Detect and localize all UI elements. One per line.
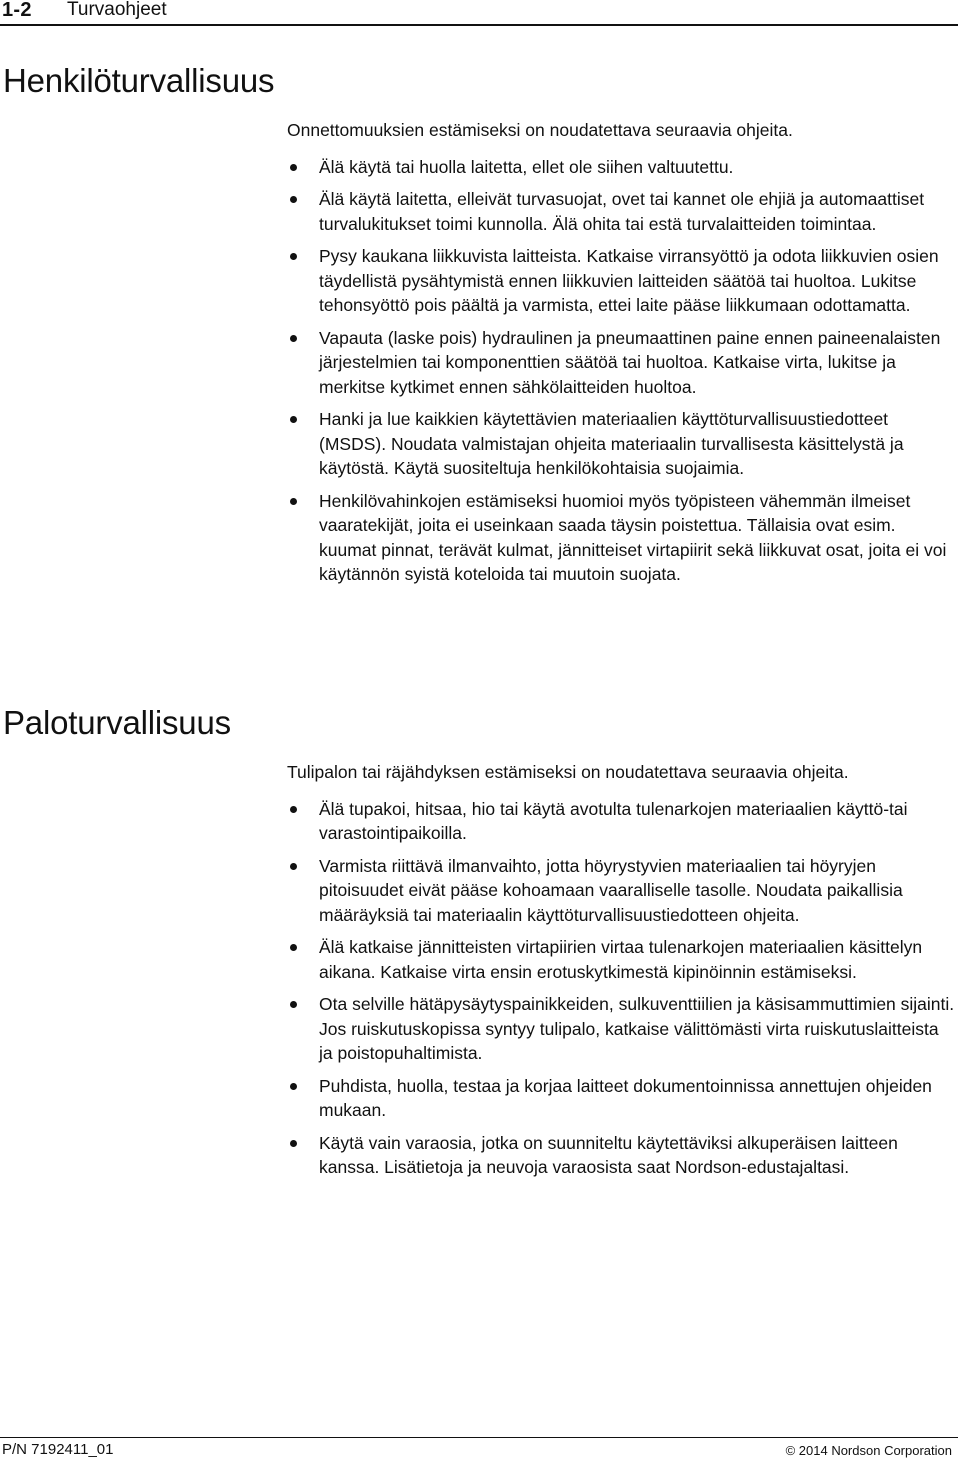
list-item: [287, 155, 955, 180]
personal-safety-list: [287, 155, 955, 587]
list-item-text: Älä käytä tai huolla laitetta, ellet ole siihen valtuutettu.: [319, 156, 734, 177]
list-item: [287, 407, 955, 481]
list-item-text: Älä käytä laitetta, elleivät turvasuojat, ovet tai kannet ole ehjiä ja automaattiset turvalukitukset toimi kunnolla. Älä ohita tai estä turvalaitteiden toimintaa.: [319, 189, 925, 234]
bullet-icon: [290, 416, 297, 423]
copyright: © 2014 Nordson Corporation: [785, 1443, 952, 1458]
section-intro: Onnettomuuksien estämiseksi on noudatettava seuraavia ohjeita.: [287, 120, 793, 140]
list-item: [287, 187, 955, 236]
section-intro: Tulipalon tai räjähdyksen estämiseksi on noudatettava seuraavia ohjeita.: [287, 762, 849, 782]
footer-rule: [0, 1437, 958, 1438]
page-footer: [0, 1437, 960, 1461]
list-item-text: Vapauta (laske pois) hydraulinen ja pneumaattinen paine ennen paineenalaisten järjestelmien tai komponenttien säätöä tai huoltoa. Katkaise virta, lukitse ja merkitse kytkimet ennen sähkölaitteiden huoltoa.: [319, 327, 941, 397]
list-item-text: Ota selville hätäpysäytyspainikkeiden, sulkuventtiilien ja käsisammuttimien sijainti. Jos ruiskutuskopissa syntyy tulipalo, katkaise välittömästi virta ruiskutuslaitteista ja poistopuhaltimista.: [319, 994, 955, 1063]
bullet-icon: [290, 863, 297, 870]
list-item: [287, 1131, 955, 1180]
list-item: [287, 489, 955, 587]
bullet-icon: [290, 806, 297, 813]
list-item-text: Henkilövahinkojen estämiseksi huomioi myös työpisteen vähemmän ilmeiset vaaratekijät, joita ei useinkaan saada täysin poistettua. Tällaisia ovat esim. kuumat pinnat, terävät kulmat, jännitteiset virtapiirit sekä liikkuvat osat, joita ei voi käytännön syistä koteloida tai muutoin suojata.: [319, 490, 947, 584]
bullet-icon: [290, 253, 297, 260]
bullet-icon: [290, 196, 297, 203]
bullet-icon: [290, 164, 297, 171]
list-item-text: Pysy kaukana liikkuvista laitteista. Katkaise virransyöttö ja odota liikkuvien osien täydellistä pysähtymistä ennen liikkuvien laitteiden säätöä tai huoltoa. Lukitse tehonsyöttö pois päältä ja varmista, ettei laite pääse liikkumaan odottamatta.: [319, 246, 939, 315]
list-item-text: Varmista riittävä ilmanvaihto, jotta höyrystyvien materiaalien tai höyryjen pitoisuudet eivät pääse kohoamaan vaaralliselle tasolle. Noudata paikallisia määräyksiä tai materiaalin käyttöturvallisuustiedotteen ohjeita.: [319, 855, 903, 925]
fire-safety-list: [287, 797, 955, 1180]
list-item: [287, 797, 955, 846]
list-item: [287, 935, 955, 984]
header-rule: [0, 24, 958, 26]
list-item-text: Hanki ja lue kaikkien käytettävien materiaalien käyttöturvallisuustiedotteet (MSDS). Noudata valmistajan ohjeita materiaalin turvallisesta käsittelystä ja käytöstä. Käytä suositeltuja henkilökohtaisia suojaimia.: [319, 409, 904, 478]
list-item: [287, 1074, 955, 1123]
fire-safety-body: [287, 760, 955, 1188]
part-number: P/N 7192411_01: [2, 1441, 114, 1458]
bullet-icon: [290, 335, 297, 342]
list-item-text: Älä katkaise jännitteisten virtapiirien virtaa tulenarkojen materiaalien käsittelyn aikana. Katkaise virta ensin erotuskytkimestä kipinöinnin estämiseksi.: [319, 937, 923, 982]
bullet-icon: [290, 944, 297, 951]
list-item: [287, 244, 955, 318]
page-header: [0, 0, 960, 24]
section-heading-personal-safety: Henkilöturvallisuus: [3, 62, 275, 99]
section-heading-fire-safety: Paloturvallisuus: [3, 704, 231, 741]
list-item-text: Käytä vain varaosia, jotka on suunniteltu käytettäviksi alkuperäisen laitteen kanssa. Lisätietoja ja neuvoja varaosista saat Nordson-edustajaltasi.: [319, 1132, 898, 1177]
list-item: [287, 326, 955, 400]
bullet-icon: [290, 498, 297, 505]
list-item: [287, 854, 955, 928]
list-item-text: Älä tupakoi, hitsaa, hio tai käytä avotulta tulenarkojen materiaalien käyttö-tai varastointipaikoilla.: [319, 798, 908, 843]
list-item: [287, 992, 955, 1066]
bullet-icon: [290, 1140, 297, 1147]
page-number: 1-2: [2, 0, 32, 21]
bullet-icon: [290, 1083, 297, 1090]
list-item-text: Puhdista, huolla, testaa ja korjaa laitteet dokumentoinnissa annettujen ohjeiden mukaan.: [319, 1075, 932, 1120]
bullet-icon: [290, 1001, 297, 1008]
running-title: Turvaohjeet: [67, 0, 167, 20]
personal-safety-body: [287, 118, 955, 595]
